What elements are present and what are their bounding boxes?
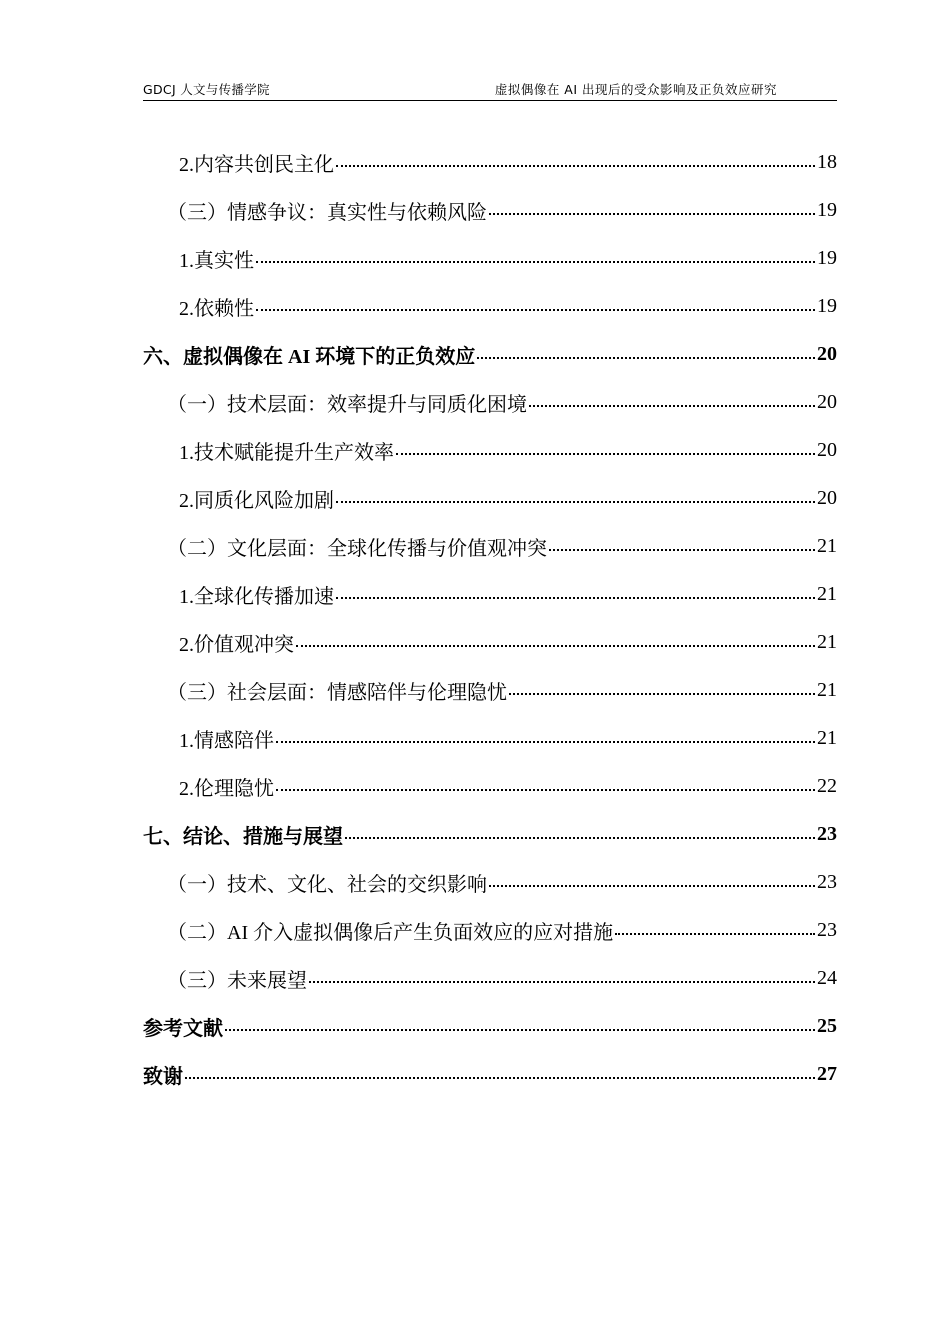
toc-entry[interactable] (143, 522, 837, 570)
toc-entry-label: （二）AI 介入虚拟偶像后产生负面效应的应对措施 (167, 921, 614, 944)
toc-page-number: 27 (817, 1062, 837, 1085)
toc-dot-leader (225, 1009, 815, 1031)
toc-page-number: 20 (817, 342, 837, 365)
toc-page-number: 21 (817, 582, 837, 605)
toc-dot-leader (529, 385, 815, 407)
toc-entry-label: （一）技术、文化、社会的交织影响 (167, 873, 487, 896)
toc-entry[interactable] (143, 330, 837, 378)
toc-dot-leader (509, 673, 815, 695)
toc-entry[interactable] (143, 378, 837, 426)
toc-page-number: 24 (817, 966, 837, 989)
toc-entry[interactable] (143, 954, 837, 1002)
toc-page-number: 21 (817, 726, 837, 749)
toc-page-number: 23 (817, 870, 837, 893)
toc-page-number: 19 (817, 294, 837, 317)
toc-entry-label: （三）社会层面：情感陪伴与伦理隐忧 (167, 681, 507, 704)
toc-dot-leader (336, 481, 815, 503)
page-header (143, 78, 837, 101)
toc-dot-leader (296, 625, 815, 647)
toc-entry-label: （一）技术层面：效率提升与同质化困境 (167, 393, 527, 416)
toc-entry-label: 2.同质化风险加剧 (179, 489, 334, 512)
toc-entry-label: 1.全球化传播加速 (179, 585, 334, 608)
toc-dot-leader (276, 721, 815, 743)
toc-dot-leader (396, 433, 815, 455)
toc-entry[interactable] (143, 858, 837, 906)
toc-entry[interactable] (143, 234, 837, 282)
toc-entry-label: 参考文献 (143, 1017, 223, 1040)
toc-page-number: 21 (817, 630, 837, 653)
toc-entry[interactable] (143, 1002, 837, 1050)
toc-entry-label: （三）情感争议：真实性与依赖风险 (167, 201, 487, 224)
toc-page-number: 23 (817, 918, 837, 941)
header-paper-title: 虚拟偶像在 AI 出现后的受众影响及正负效应研究 (494, 82, 777, 97)
toc-dot-leader (256, 289, 815, 311)
toc-entry-label: 1.情感陪伴 (179, 729, 274, 752)
toc-entry-label: 七、结论、措施与展望 (143, 825, 343, 848)
toc-entry-label: 2.伦理隐忧 (179, 777, 274, 800)
toc-entry-label: 六、虚拟偶像在 AI 环境下的正负效应 (143, 345, 476, 368)
toc-page-number: 21 (817, 534, 837, 557)
toc-dot-leader (309, 961, 815, 983)
table-of-contents (143, 138, 837, 1098)
toc-entry-label: 2.依赖性 (179, 297, 254, 320)
toc-entry[interactable] (143, 282, 837, 330)
toc-dot-leader (276, 769, 815, 791)
header-institution: GDCJ 人文与传播学院 (143, 82, 270, 97)
toc-entry[interactable] (143, 714, 837, 762)
toc-dot-leader (477, 337, 815, 359)
toc-dot-leader (336, 577, 815, 599)
toc-dot-leader (336, 145, 815, 167)
toc-entry[interactable] (143, 570, 837, 618)
toc-entry[interactable] (143, 474, 837, 522)
toc-dot-leader (489, 865, 815, 887)
toc-dot-leader (489, 193, 815, 215)
toc-page-number: 19 (817, 198, 837, 221)
toc-entry[interactable] (143, 762, 837, 810)
toc-entry[interactable] (143, 138, 837, 186)
toc-page-number: 22 (817, 774, 837, 797)
toc-page-number: 25 (817, 1014, 837, 1037)
toc-dot-leader (185, 1057, 815, 1079)
toc-dot-leader (615, 913, 815, 935)
toc-page-number: 20 (817, 390, 837, 413)
toc-page-number: 20 (817, 486, 837, 509)
toc-entry[interactable] (143, 186, 837, 234)
toc-entry[interactable] (143, 1050, 837, 1098)
toc-entry-label: 2.内容共创民主化 (179, 153, 334, 176)
toc-dot-leader (345, 817, 815, 839)
toc-dot-leader (549, 529, 815, 551)
toc-page-number: 23 (817, 822, 837, 845)
toc-entry-label: 1.真实性 (179, 249, 254, 272)
toc-entry-label: 1.技术赋能提升生产效率 (179, 441, 394, 464)
toc-entry[interactable] (143, 618, 837, 666)
toc-entry[interactable] (143, 810, 837, 858)
toc-dot-leader (256, 241, 815, 263)
toc-entry-label: 致谢 (143, 1065, 183, 1088)
toc-entry-label: 2.价值观冲突 (179, 633, 294, 656)
toc-entry[interactable] (143, 906, 837, 954)
toc-page-number: 20 (817, 438, 837, 461)
toc-entry-label: （二）文化层面：全球化传播与价值观冲突 (167, 537, 547, 560)
toc-page-number: 18 (817, 150, 837, 173)
toc-entry-label: （三）未来展望 (167, 969, 307, 992)
toc-entry[interactable] (143, 426, 837, 474)
toc-page-number: 21 (817, 678, 837, 701)
toc-entry[interactable] (143, 666, 837, 714)
toc-page-number: 19 (817, 246, 837, 269)
